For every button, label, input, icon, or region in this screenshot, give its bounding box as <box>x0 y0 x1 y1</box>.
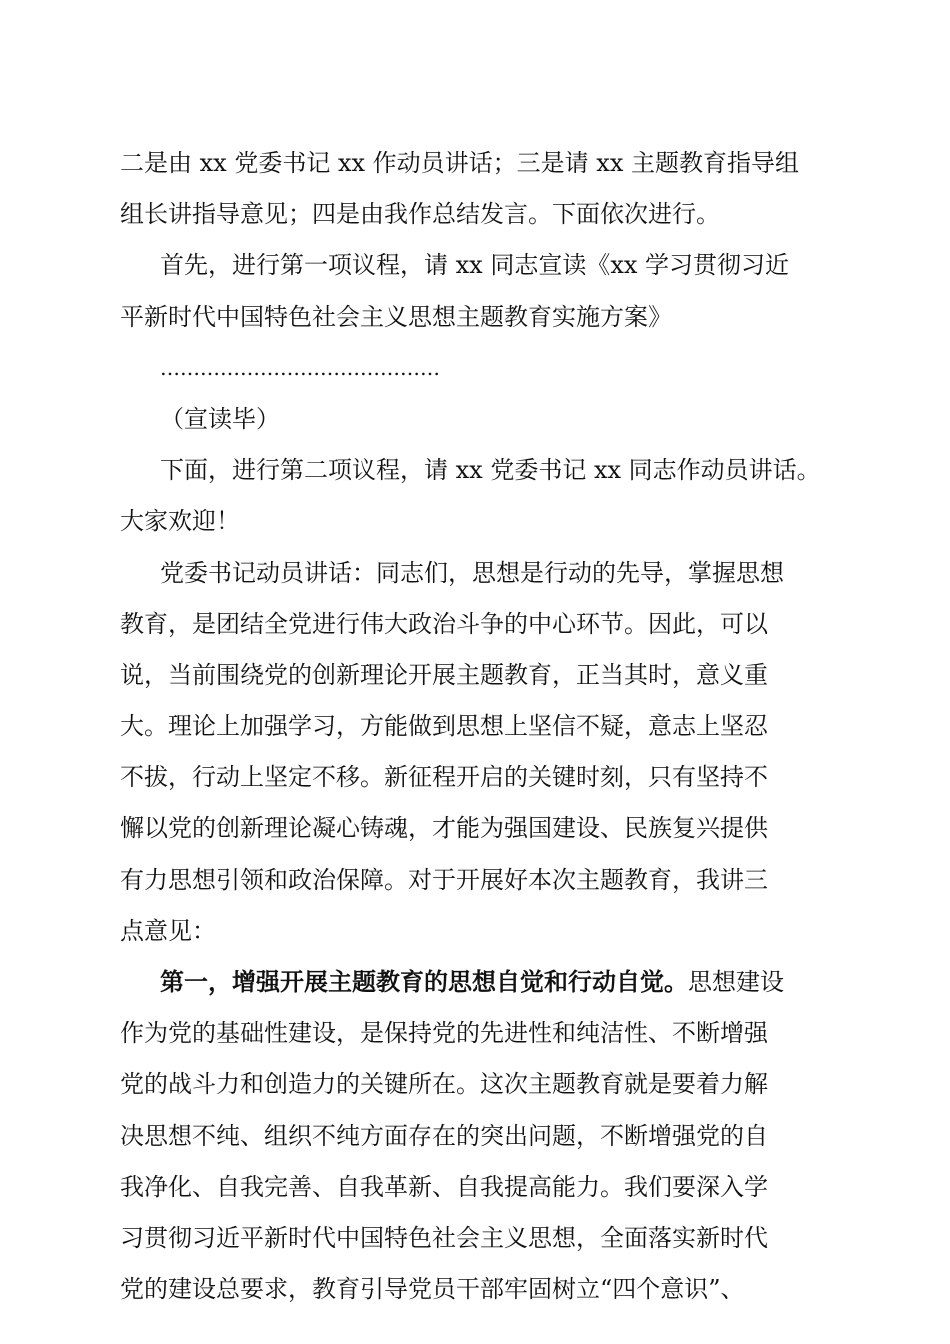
text-line: 说，当前围绕党的创新理论开展主题教育，正当其时，意义重 <box>120 660 768 689</box>
text-line: 首先，进行第一项议程，请 xx 同志宣读《xx 学习贯彻习近 <box>160 251 790 280</box>
section-heading: 第一，增强开展主题教育的思想自觉和行动自觉。 <box>160 967 688 996</box>
text-line: 决思想不纯、组织不纯方面存在的突出问题，不断增强党的自 <box>120 1121 768 1150</box>
dotted-leader: …………………………………… <box>160 355 440 380</box>
text-line: 党的建设总要求，教育引导党员干部牢固树立“四个意识”、 <box>120 1275 745 1304</box>
text-line: 大家欢迎！ <box>120 507 240 536</box>
text-line: 有力思想引领和政治保障。对于开展好本次主题教育，我讲三 <box>120 865 768 894</box>
text-line: 组长讲指导意见；四是由我作总结发言。下面依次进行。 <box>120 200 720 229</box>
text-line: 党的战斗力和创造力的关键所在。这次主题教育就是要着力解 <box>120 1070 768 1099</box>
text-line: 点意见： <box>120 916 216 945</box>
text-line: 懈以党的创新理论凝心铸魂，才能为强国建设、民族复兴提供 <box>120 814 768 843</box>
text-line: 不拔，行动上坚定不移。新征程开启的关键时刻，只有坚持不 <box>120 763 768 792</box>
text-line: 平新时代中国特色社会主义思想主题教育实施方案》 <box>120 302 672 331</box>
text-line: （宣读毕） <box>160 404 280 433</box>
text-line: 大。理论上加强学习，方能做到思想上坚信不疑，意志上坚忍 <box>120 712 768 741</box>
text-line <box>120 962 835 1013</box>
text-line: 教育，是团结全党进行伟大政治斗争的中心环节。因此，可以 <box>120 609 768 638</box>
text-line: 二是由 xx 党委书记 xx 作动员讲话；三是请 xx 主题教育指导组 <box>120 149 799 177</box>
text-line: 作为党的基础性建设，是保持党的先进性和纯洁性、不断增强 <box>120 1019 768 1048</box>
text-line: 习贯彻习近平新时代中国特色社会主义思想，全面落实新时代 <box>120 1223 768 1252</box>
text-line: 下面，进行第二项议程，请 xx 党委书记 xx 同志作动员讲话。 <box>160 456 821 485</box>
section-text: 思想建设 <box>688 968 784 996</box>
text-line: 我净化、自我完善、自我革新、自我提高能力。我们要深入学 <box>120 1172 768 1201</box>
text-line: 党委书记动员讲话：同志们，思想是行动的先导，掌握思想 <box>160 558 784 587</box>
document-page <box>120 143 835 1320</box>
